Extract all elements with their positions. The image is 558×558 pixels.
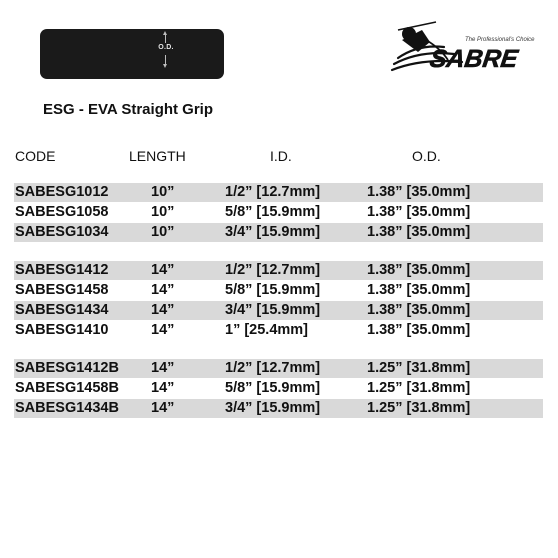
table-row — [14, 301, 543, 320]
cell-od: 1.38” [35.0mm] — [367, 184, 471, 200]
table-row — [14, 261, 543, 280]
cell-id: 1/2” [12.7mm] — [225, 360, 321, 376]
cell-code: SABESG1434 — [15, 302, 109, 318]
cell-od: 1.25” [31.8mm] — [367, 360, 471, 376]
cell-code: SABESG1458 — [15, 282, 109, 298]
grip-body — [40, 29, 224, 79]
cell-code: SABESG1058 — [15, 204, 109, 220]
cell-code: SABESG1410 — [15, 322, 109, 338]
od-dimension-label: O.D. — [158, 44, 174, 51]
cell-length: 14” — [151, 302, 175, 318]
grip-product-image — [38, 24, 270, 84]
cell-length: 10” — [151, 184, 175, 200]
column-header-od: O.D. — [412, 148, 441, 164]
cell-code: SABESG1412B — [15, 360, 119, 376]
cell-length: 14” — [151, 380, 175, 396]
cell-length: 10” — [151, 204, 175, 220]
od-arrow-line-top — [165, 34, 166, 43]
brand-tagline: The Professional's Choice — [465, 37, 535, 43]
cell-id: 1” [25.4mm] — [225, 322, 309, 338]
column-header-length: LENGTH — [129, 148, 186, 164]
cell-code: SABESG1434B — [15, 400, 119, 416]
cell-od: 1.38” [35.0mm] — [367, 302, 471, 318]
od-arrow-down-icon — [163, 64, 167, 68]
sabre-logo — [388, 20, 533, 78]
cell-code: SABESG1034 — [15, 224, 109, 240]
table-row — [14, 379, 543, 398]
cell-code: SABESG1012 — [15, 184, 109, 200]
product-title: ESG - EVA Straight Grip — [43, 101, 214, 118]
table-row — [14, 183, 543, 202]
table-row — [14, 203, 543, 222]
table-row — [14, 321, 543, 340]
cell-id: 3/4” [15.9mm] — [225, 400, 321, 416]
cell-id: 1/2” [12.7mm] — [225, 184, 321, 200]
cell-length: 14” — [151, 360, 175, 376]
table-row — [14, 223, 543, 242]
cell-length: 14” — [151, 322, 175, 338]
cell-od: 1.38” [35.0mm] — [367, 262, 471, 278]
cell-id: 3/4” [15.9mm] — [225, 302, 321, 318]
cell-code: SABESG1458B — [15, 380, 119, 396]
cell-code: SABESG1412 — [15, 262, 109, 278]
cell-od: 1.38” [35.0mm] — [367, 224, 471, 240]
cell-od: 1.25” [31.8mm] — [367, 380, 471, 396]
table-row — [14, 281, 543, 300]
od-arrow-line-bottom — [165, 55, 166, 64]
cell-id: 3/4” [15.9mm] — [225, 224, 321, 240]
column-header-id: I.D. — [270, 148, 292, 164]
cell-length: 14” — [151, 262, 175, 278]
cell-od: 1.38” [35.0mm] — [367, 282, 471, 298]
cell-id: 5/8” [15.9mm] — [225, 282, 321, 298]
brand-name: SABRE — [428, 45, 520, 73]
cell-length: 10” — [151, 224, 175, 240]
column-header-code: CODE — [15, 148, 56, 164]
cell-id: 5/8” [15.9mm] — [225, 204, 321, 220]
cell-od: 1.38” [35.0mm] — [367, 322, 471, 338]
table-row — [14, 359, 543, 378]
cell-od: 1.25” [31.8mm] — [367, 400, 471, 416]
cell-length: 14” — [151, 400, 175, 416]
cell-id: 5/8” [15.9mm] — [225, 380, 321, 396]
table-row — [14, 399, 543, 418]
cell-od: 1.38” [35.0mm] — [367, 204, 471, 220]
cell-length: 14” — [151, 282, 175, 298]
cell-id: 1/2” [12.7mm] — [225, 262, 321, 278]
